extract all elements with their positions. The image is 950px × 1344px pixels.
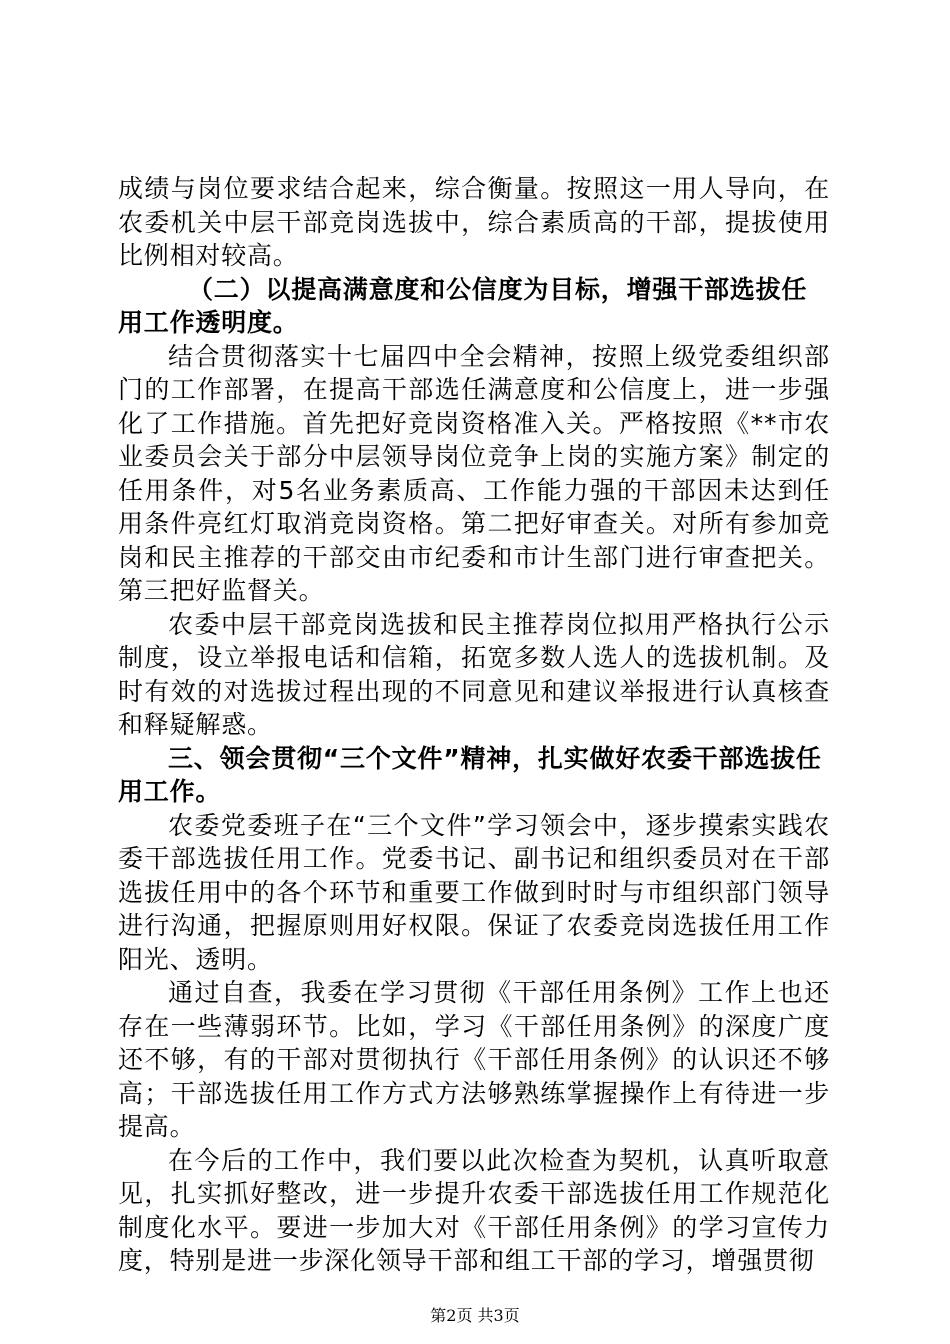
section-heading-3: 三、领会贯彻“三个文件”精神，扎实做好农委干部选拔任用工作。	[118, 743, 822, 806]
paragraph-public-notice: 农委中层干部竞岗选拔和民主推荐岗位拟用严格执行公示制度，设立举报电话和信箱，拓宽多数人选人的选拔机制。及时有效的对选拔过程出现的不同意见和建议举报进行认真核查和释疑解惑。	[118, 609, 830, 739]
page-number-footer: 第2页 共3页	[430, 1306, 520, 1325]
paragraph-qualification-checks: 结合贯彻落实十七届四中全会精神，按照上级党委组织部门的工作部署，在提高干部选任满意度和公信度上，进一步强化了工作措施。首先把好竞岗资格准入关。严格按照《**市农业委员会关于部分中层领导岗位竞争上岗的实施方案》制定的任用条件，对5名业务素质高、工作能力强的干部因未达到任用条件亮红灯取消竞岗资格。第二把好审查关。对所有参加竞岗和民主推荐的干部交由市纪委和市计生部门进行审查把关。第三把好监督关。	[118, 341, 830, 605]
section-heading-2: （二）以提高满意度和公信度为目标，增强干部选拔任用工作透明度。	[118, 274, 808, 337]
paragraph-self-inspection: 通过自查，我委在学习贯彻《干部任用条例》工作上也还存在一些薄弱环节。比如，学习《干部任用条例》的深度广度还不够，有的干部对贯彻执行《干部任用条例》的认识还不够高；干部选拔任用工作方式方法够熟练掌握操作上有待进一步提高。	[118, 978, 830, 1141]
paragraph-future-work: 在今后的工作中，我们要以此次检查为契机，认真听取意见，扎实抓好整改，进一步提升农委干部选拔任用工作规范化制度化水平。要进一步加大对《干部任用条例》的学习宣传力度，特别是进一步深化领导干部和组工干部的学习，增强贯彻	[118, 1145, 830, 1275]
paragraph-party-committee: 农委党委班子在“三个文件”学习领会中，逐步摸索实践农委干部选拔任用工作。党委书记、副书记和组织委员对在干部选拔任用中的各个环节和重要工作做到时时与市组织部门领导进行沟通，把握原则用好权限。保证了农委竞岗选拔任用工作阳光、透明。	[118, 810, 830, 974]
paragraph-continuation: 成绩与岗位要求结合起来，综合衡量。按照这一用人导向，在农委机关中层干部竞岗选拔中，综合素质高的干部，提拔使用比例相对较高。	[118, 174, 830, 270]
document-body	[118, 172, 830, 1278]
